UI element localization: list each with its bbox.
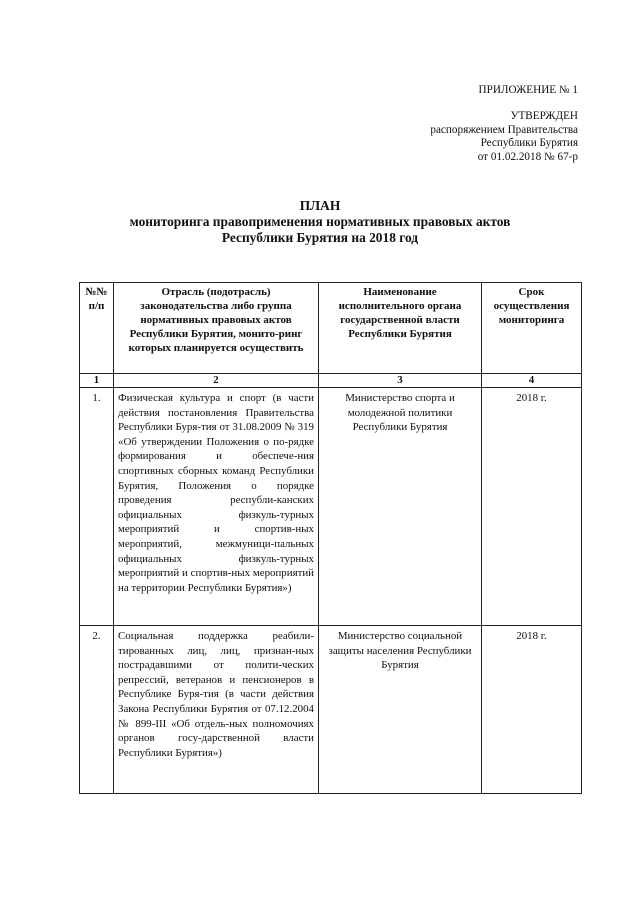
column-header-industry: Отрасль (подотрасль) законодательства либо группа нормативных правовых актов Республики Бурятия, монито-ринг которых планируется осуществить (114, 283, 319, 374)
approved-republic: Республики Бурятия (480, 137, 578, 149)
table-row (80, 626, 582, 794)
approval-stamp (430, 110, 578, 164)
column-number: 2 (114, 374, 319, 388)
title-plan: ПЛАН (299, 198, 341, 213)
row-term: 2018 г. (482, 388, 582, 626)
column-number: 4 (482, 374, 582, 388)
title-year: Республики Бурятия на 2018 год (221, 230, 419, 245)
column-header-term: Срок осуществления мониторинга (482, 283, 582, 374)
column-header-number: №№ п/п (80, 283, 114, 374)
column-number: 3 (319, 374, 482, 388)
title-subject: мониторинга правоприменения нормативных правовых актов (129, 214, 511, 229)
plan-table (79, 282, 582, 794)
row-agency: Министерство спорта и молодежной политики Республики Бурятия (319, 388, 482, 626)
row-industry: Социальная поддержка реабили-тированных лиц, лиц, признан-ных пострадавшими от полити-ческих репрессий, ветеранов и пенсионеров в Республике Буря-тия (в части действия Закона Республики Бурятия от 07.12.2004 № 899-III «Об отдель-ных полномочиях органов госу-дарственной власти Республики Бурятия») (114, 626, 319, 794)
column-number-row (80, 374, 582, 388)
document-title (0, 198, 640, 246)
appendix-label: ПРИЛОЖЕНИЕ № 1 (478, 84, 578, 96)
row-number: 1. (80, 388, 114, 626)
row-agency: Министерство социальной защиты населения Республики Бурятия (319, 626, 482, 794)
row-term: 2018 г. (482, 626, 582, 794)
approved-label: УТВЕРЖДЕН (510, 110, 578, 122)
column-header-agency: Наименование исполнительного органа государственной власти Республики Бурятия (319, 283, 482, 374)
approved-date-number: от 01.02.2018 № 67-р (477, 150, 578, 163)
row-industry: Физическая культура и спорт (в части действия постановления Правительства Республики Буря-тия от 31.08.2009 № 319 «Об утверждении Положения о по-рядке формирования и обеспече-ния спортивных сборных команд Республики Бурятия, Положения о порядке проведения республи-канских официальных физкуль-турных мероприятий и спортив-ных мероприятий, межмуници-пальных официальных физкуль-турных мероприятий и спортив-ных мероприятий на территории Республики Бурятия») (114, 388, 319, 626)
column-number: 1 (80, 374, 114, 388)
row-number: 2. (80, 626, 114, 794)
approved-by-order: распоряжением Правительства (430, 123, 578, 136)
table-row (80, 388, 582, 626)
table-header-row (80, 283, 582, 374)
